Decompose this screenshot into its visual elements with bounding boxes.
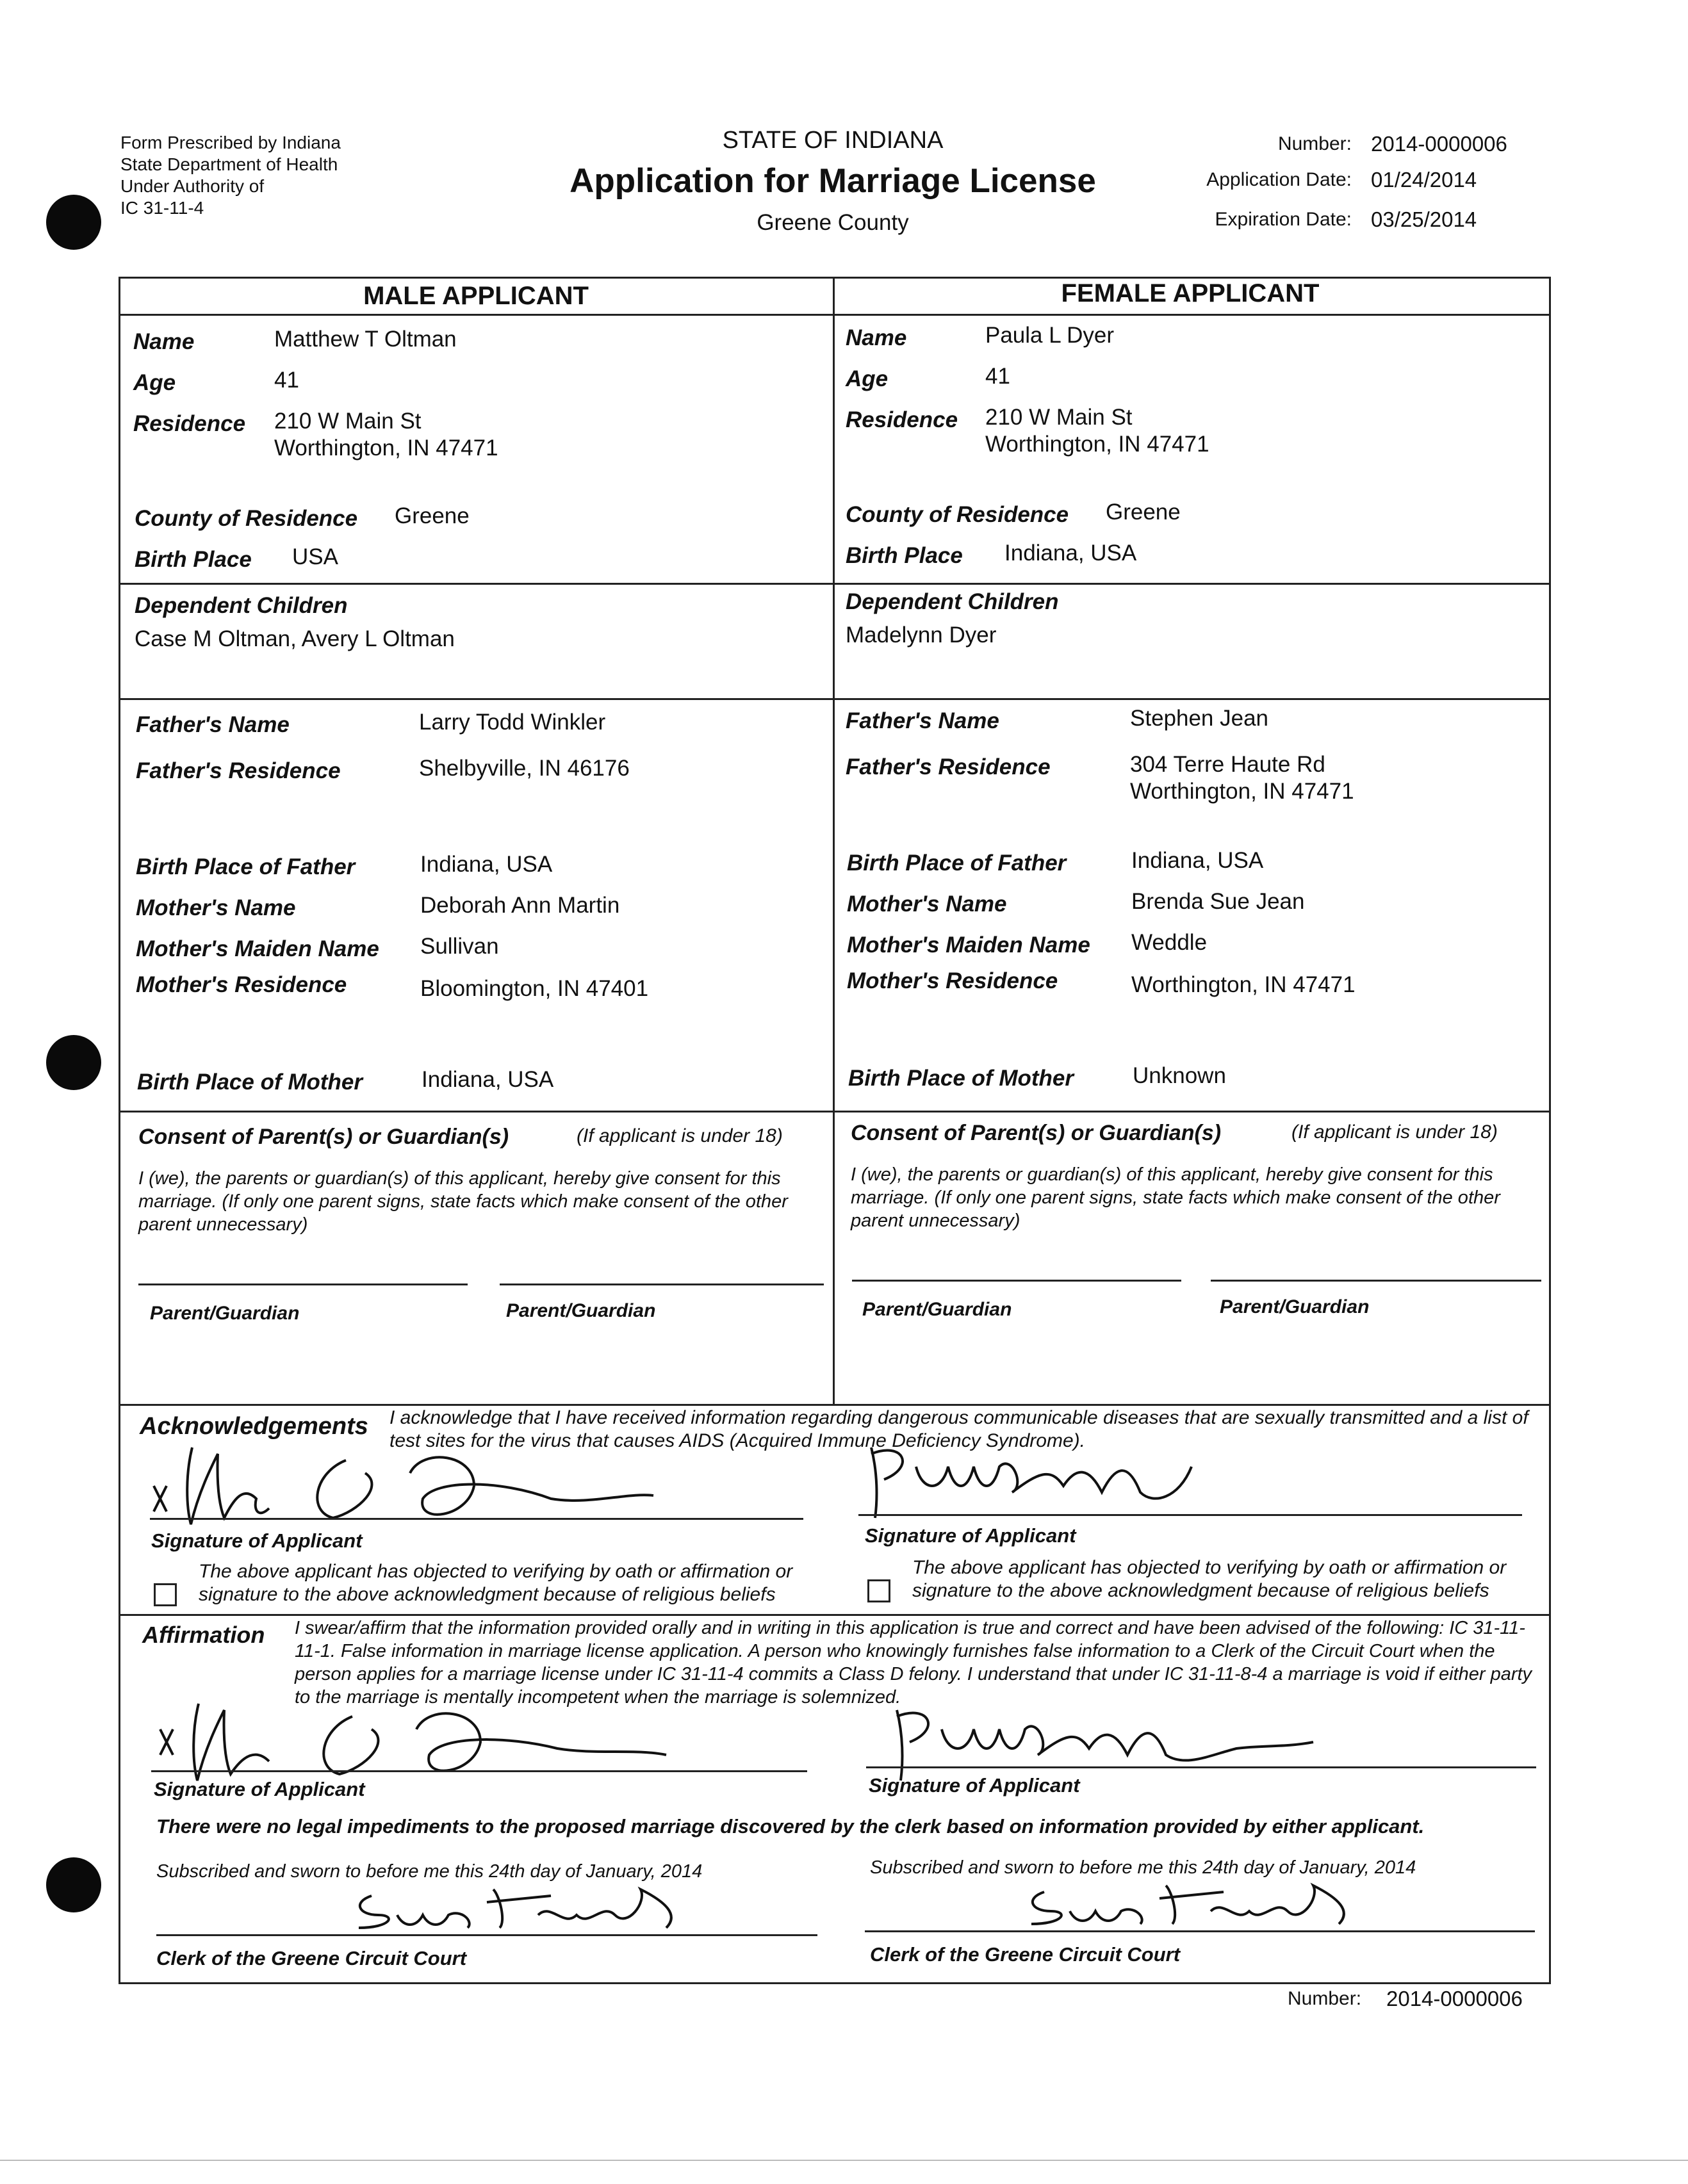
male-acknowledgement-objection-checkbox[interactable]: [154, 1583, 177, 1606]
female-fathers-name-label: Father's Name: [846, 708, 999, 733]
male-affirmation-signature-line: [151, 1770, 807, 1772]
affirmation-text: I swear/affirm that the information provided orally and in writing in this application is true and correct and have been advised of the following: IC 31-11-11-1. False information in marriage license application. A person who knowingly furnishes false information to a Clerk of the Circuit Court when the person applies for a marriage license under IC 31-11-4 commits a Class D felony. I understand that under IC 31-11-8-4 a marriage is void if either party to the marriage is mentally incompetent when the marriage is solemnized.: [295, 1618, 1532, 1707]
female-subscribed-text: Subscribed and sworn to before me this 24th day of January, 2014: [870, 1857, 1416, 1878]
male-fathers-residence-label: Father's Residence: [136, 758, 341, 783]
female-birth-place-father-label: Birth Place of Father: [847, 851, 1067, 876]
female-dependent-children-label: Dependent Children: [846, 589, 1059, 614]
female-acknowledgement-signature-label: Signature of Applicant: [865, 1524, 1076, 1547]
female-applicant-heading: FEMALE APPLICANT: [1061, 279, 1320, 307]
female-birth-place-label: Birth Place: [846, 543, 963, 568]
female-mothers-maiden-name: Weddle: [1131, 930, 1208, 955]
male-mothers-maiden-name: Sullivan: [420, 934, 499, 959]
female-clerk-label: Clerk of the Greene Circuit Court: [870, 1943, 1181, 1966]
female-affirmation-signature: [878, 1697, 1326, 1787]
female-affirmation-signature-label: Signature of Applicant: [869, 1774, 1080, 1797]
male-residence-label: Residence: [133, 411, 246, 436]
male-birth-place-father-label: Birth Place of Father: [136, 854, 356, 879]
female-mothers-residence-label: Mother's Residence: [847, 968, 1058, 993]
female-residence-line1: 210 W Main St: [985, 405, 1133, 430]
male-age-label: Age: [133, 370, 176, 395]
form-authority-line: IC 31-11-4: [120, 198, 204, 218]
female-acknowledgement-signature: [858, 1428, 1217, 1524]
male-birth-place: USA: [292, 544, 338, 569]
female-acknowledgement-signature-line: [858, 1514, 1522, 1516]
female-age: 41: [985, 364, 1010, 389]
impediments-statement: There were no legal impediments to the proposed marriage discovered by the clerk based on information provided by either applicant.: [156, 1815, 1425, 1838]
male-birth-place-mother-label: Birth Place of Mother: [137, 1070, 363, 1095]
female-county: Greene: [1106, 500, 1181, 525]
male-mothers-maiden-name-label: Mother's Maiden Name: [136, 936, 379, 961]
application-date-label: Application Date:: [1206, 169, 1352, 190]
county-name: Greene County: [757, 210, 909, 235]
male-dependent-children-label: Dependent Children: [135, 593, 348, 618]
male-county-label: County of Residence: [135, 506, 358, 531]
male-residence-line1: 210 W Main St: [274, 409, 422, 434]
male-applicant-heading: MALE APPLICANT: [363, 282, 589, 310]
male-mothers-residence-label: Mother's Residence: [136, 972, 347, 997]
female-clerk-signature: [1019, 1873, 1364, 1930]
form-authority-line: Form Prescribed by Indiana: [120, 133, 341, 152]
female-mothers-name: Brenda Sue Jean: [1131, 889, 1305, 914]
male-fathers-name-label: Father's Name: [136, 712, 290, 737]
affirmation-title: Affirmation: [142, 1622, 265, 1648]
children-divider-bottom: [119, 698, 1551, 700]
male-acknowledgement-signature: [141, 1435, 814, 1531]
male-parent-sign-line-1: [138, 1284, 468, 1285]
acknowledgements-divider: [119, 1404, 1551, 1406]
female-dependent-children: Madelynn Dyer: [846, 623, 997, 648]
affirmation-divider: [119, 1614, 1551, 1616]
punch-hole-middle: [46, 1035, 101, 1090]
state-name: STATE OF INDIANA: [722, 127, 944, 154]
consent-divider: [119, 1111, 1551, 1112]
female-residence-label: Residence: [846, 407, 958, 432]
male-clerk-label: Clerk of the Greene Circuit Court: [156, 1947, 467, 1969]
male-affirmation-signature-label: Signature of Applicant: [154, 1778, 365, 1800]
male-parent-guardian-label-2: Parent/Guardian: [506, 1300, 656, 1321]
female-fathers-residence-line1: 304 Terre Haute Rd: [1130, 752, 1325, 777]
footer-number-label: Number:: [1288, 1988, 1362, 2009]
male-fathers-residence: Shelbyville, IN 46176: [419, 756, 630, 781]
number-value: 2014-0000006: [1371, 132, 1507, 156]
female-consent-title: Consent of Parent(s) or Guardian(s): [851, 1121, 1222, 1145]
female-residence-line2: Worthington, IN 47471: [985, 432, 1209, 457]
female-parent-sign-line-2: [1211, 1280, 1541, 1282]
punch-hole-top: [46, 195, 101, 250]
male-birth-place-father: Indiana, USA: [420, 852, 553, 877]
page-title: Application for Marriage License: [569, 162, 1096, 200]
female-clerk-signature-line: [865, 1930, 1535, 1932]
female-mothers-residence: Worthington, IN 47471: [1131, 972, 1356, 997]
heading-row-divider: [119, 314, 1551, 316]
male-acknowledgement-objection-text: The above applicant has objected to verifying by oath or affirmation or signature to the above acknowledgment because of religious beliefs: [199, 1561, 793, 1605]
female-mothers-maiden-name-label: Mother's Maiden Name: [847, 933, 1090, 958]
female-birth-place: Indiana, USA: [1004, 541, 1137, 566]
female-parent-guardian-label-1: Parent/Guardian: [862, 1299, 1012, 1320]
male-mothers-name-label: Mother's Name: [136, 895, 296, 920]
female-parent-sign-line-1: [852, 1280, 1181, 1282]
male-name-label: Name: [133, 329, 195, 354]
form-authority-line: Under Authority of: [120, 176, 265, 196]
male-acknowledgement-signature-line: [150, 1518, 803, 1520]
male-birth-place-mother: Indiana, USA: [422, 1067, 554, 1092]
acknowledgements-title: Acknowledgements: [140, 1413, 368, 1440]
expiration-date-label: Expiration Date:: [1215, 209, 1352, 230]
female-mothers-name-label: Mother's Name: [847, 892, 1007, 917]
female-age-label: Age: [846, 366, 889, 391]
male-consent-text: I (we), the parents or guardian(s) of this applicant, hereby give consent for this marriage. (If only one parent signs, state facts which make consent of the other parent unnecessary): [138, 1168, 788, 1235]
male-affirmation-signature: [147, 1697, 788, 1787]
female-acknowledgement-objection-text: The above applicant has objected to verifying by oath or affirmation or signature to the above acknowledgment because of religious beliefs: [912, 1557, 1507, 1601]
female-affirmation-signature-line: [866, 1766, 1536, 1768]
male-acknowledgement-signature-label: Signature of Applicant: [151, 1529, 363, 1552]
female-consent-note: (If applicant is under 18): [1291, 1121, 1498, 1143]
female-fathers-residence-label: Father's Residence: [846, 754, 1051, 779]
female-fathers-residence-line2: Worthington, IN 47471: [1130, 779, 1354, 804]
center-divider: [833, 277, 835, 1404]
female-fathers-name: Stephen Jean: [1130, 706, 1269, 731]
female-birth-place-mother-label: Birth Place of Mother: [848, 1066, 1074, 1091]
male-subscribed-text: Subscribed and sworn to before me this 24th day of January, 2014: [156, 1861, 703, 1882]
acknowledgements-text: I acknowledge that I have received information regarding dangerous communicable diseases that are sexually transmitted and a list of test sites for the virus that causes AIDS (Acquired Immune Deficiency Syndrome).: [389, 1407, 1528, 1451]
form-authority: [120, 132, 415, 219]
punch-hole-bottom: [46, 1857, 101, 1912]
male-clerk-signature-line: [156, 1934, 817, 1936]
male-dependent-children: Case M Oltman, Avery L Oltman: [135, 626, 455, 651]
female-birth-place-father: Indiana, USA: [1131, 848, 1264, 873]
female-name: Paula L Dyer: [985, 323, 1115, 348]
male-fathers-name: Larry Todd Winkler: [419, 710, 606, 735]
male-age: 41: [274, 368, 299, 393]
male-parent-guardian-label-1: Parent/Guardian: [150, 1303, 300, 1324]
male-consent-title: Consent of Parent(s) or Guardian(s): [138, 1125, 509, 1149]
male-consent-note: (If applicant is under 18): [577, 1125, 783, 1146]
female-name-label: Name: [846, 325, 907, 350]
application-date-value: 01/24/2014: [1371, 168, 1477, 192]
expiration-date-value: 03/25/2014: [1371, 208, 1477, 231]
children-divider-top: [119, 583, 1551, 585]
male-residence-line2: Worthington, IN 47471: [274, 436, 498, 460]
male-name: Matthew T Oltman: [274, 327, 457, 352]
form-authority-line: State Department of Health: [120, 154, 338, 174]
male-clerk-signature: [346, 1877, 692, 1934]
male-mothers-residence: Bloomington, IN 47401: [420, 976, 649, 1001]
female-consent-text: I (we), the parents or guardian(s) of this applicant, hereby give consent for this marriage. (If only one parent signs, state facts which make consent of the other parent unnecessary): [851, 1164, 1500, 1231]
female-acknowledgement-objection-checkbox[interactable]: [867, 1579, 890, 1602]
male-county: Greene: [395, 503, 470, 528]
scan-edge-line: [0, 2160, 1688, 2161]
footer-number-value: 2014-0000006: [1386, 1987, 1523, 2010]
female-birth-place-mother: Unknown: [1133, 1063, 1226, 1088]
number-label: Number:: [1277, 133, 1352, 154]
male-birth-place-label: Birth Place: [135, 547, 252, 572]
female-parent-guardian-label-2: Parent/Guardian: [1220, 1296, 1370, 1317]
male-parent-sign-line-2: [500, 1284, 824, 1285]
male-mothers-name: Deborah Ann Martin: [420, 893, 620, 918]
female-county-label: County of Residence: [846, 502, 1069, 527]
